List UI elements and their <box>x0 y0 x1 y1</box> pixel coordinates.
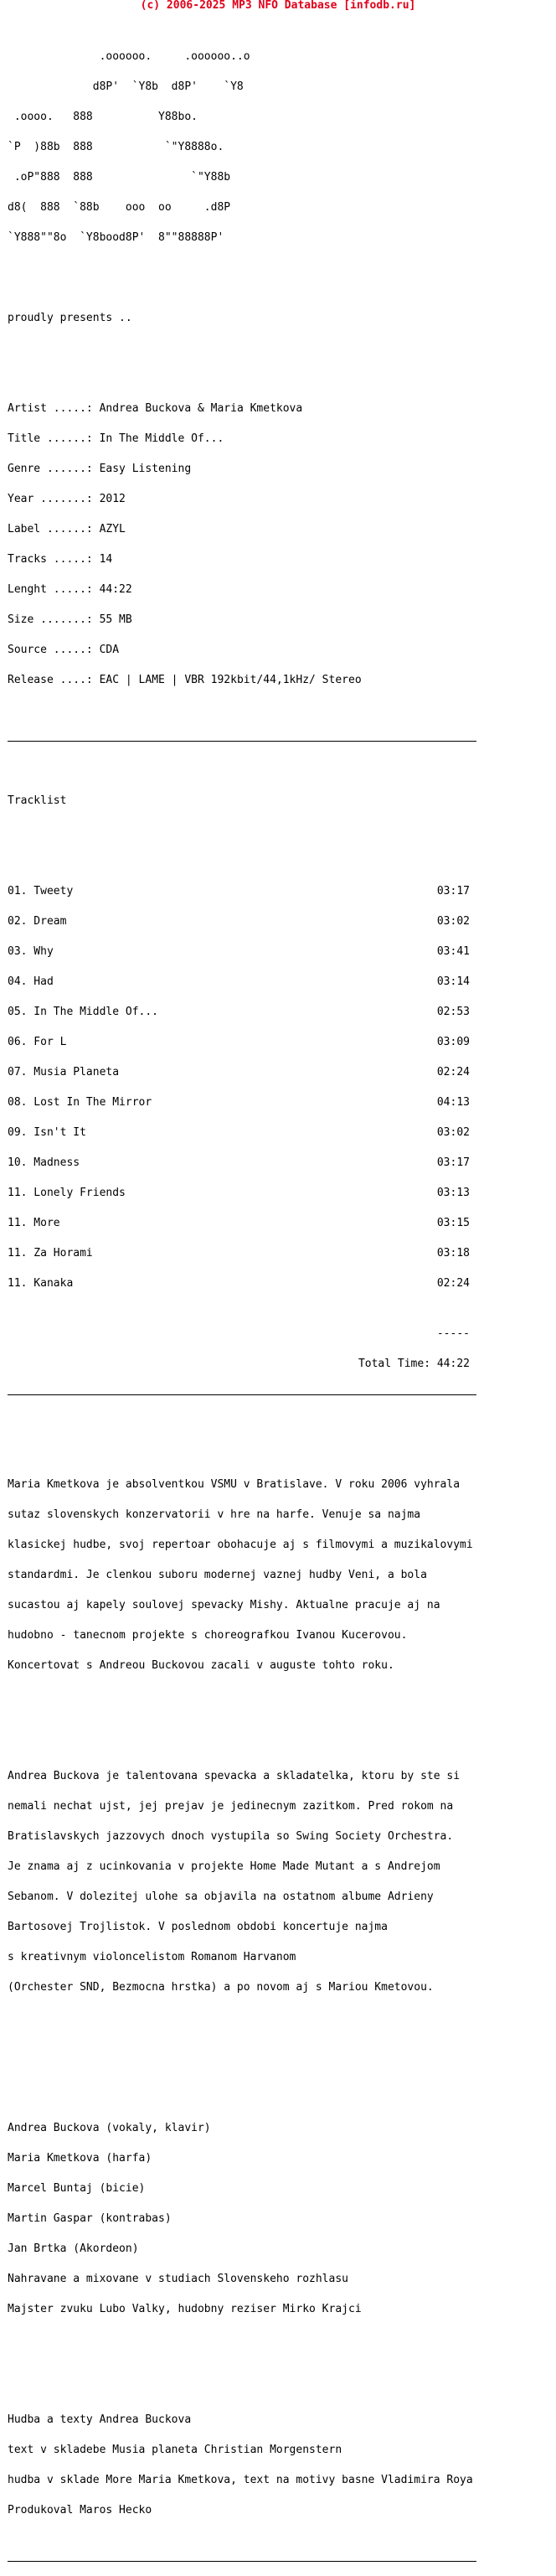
paragraph-line: hudobno - tanecnom projekte s choreografkou Ivanou Kucerovou. <box>8 1629 408 1642</box>
track-time: 03:15 <box>436 1217 470 1229</box>
ascii-logo-line: `Y888""8o `Y8bood8P' 8""88888P' <box>8 231 224 244</box>
credit-line: Maria Kmetkova (harfa) <box>8 2152 152 2165</box>
paragraph-line: s kreativnym violoncelistom Romanom Harvanom <box>8 1951 296 1963</box>
paragraph-line: Je znama aj z ucinkovania v projekte Home Made Mutant a s Andrejom <box>8 1860 440 1873</box>
ascii-logo-line: `P )88b 888 `"Y8888o. <box>8 141 224 153</box>
track-title: 07. Musia Planeta <box>8 1066 120 1079</box>
ascii-logo-line: d8( 888 `88b ooo oo .d8P <box>8 201 231 214</box>
info-value: CDA <box>99 644 120 656</box>
credit-line: Hudba a texty Andrea Buckova <box>8 2413 192 2426</box>
spacer <box>8 283 552 293</box>
total-separator: ----- <box>436 1327 470 1340</box>
spacer <box>8 1420 552 1430</box>
track-row <box>8 1218 470 1229</box>
credit-line: Majster zvuku Lubo Valky, hudobny reziser Mirko Krajci <box>8 2303 362 2315</box>
credit-line: Andrea Buckova (vokaly, klavir) <box>8 2122 211 2134</box>
presents-line: proudly presents .. <box>8 312 132 324</box>
info-label: Size .......: <box>8 613 100 626</box>
track-time: 02:24 <box>436 1066 470 1079</box>
info-label: Year .......: <box>8 493 100 505</box>
info-row-label <box>8 525 552 535</box>
track-row <box>8 1007 470 1017</box>
info-value: 2012 <box>99 493 126 505</box>
track-time: 02:24 <box>436 1277 470 1290</box>
track-row <box>8 947 470 957</box>
info-value: 14 <box>99 553 113 566</box>
track-time: 03:02 <box>436 1126 470 1139</box>
ascii-logo <box>8 32 552 263</box>
track-time: 04:13 <box>436 1096 470 1109</box>
track-title: 01. Tweety <box>8 885 74 897</box>
credit-line: hudba v sklade More Maria Kmetkova, text na motivy basne Vladimira Roya <box>8 2474 473 2486</box>
release-info <box>8 384 552 706</box>
track-title: 08. Lost In The Mirror <box>8 1096 152 1109</box>
paragraph-line: Bratislavskych jazzovych dnoch vystupila so Swing Society Orchestra. <box>8 1830 454 1843</box>
track-time: 02:53 <box>436 1006 470 1018</box>
credit-line: Jan Brtka (Akordeon) <box>8 2242 139 2255</box>
paragraph-line: Koncertovat s Andreou Buckovou zacali v auguste tohto roku. <box>8 1659 394 1672</box>
spacer <box>8 1711 552 1721</box>
info-row-title <box>8 434 552 444</box>
track-time: 03:17 <box>436 1156 470 1169</box>
paragraph-line: Sebanom. V dolezitej ulohe sa objavila na ostatnom albume Adrieny <box>8 1891 434 1903</box>
track-title: 06. For L <box>8 1036 67 1048</box>
spacer <box>8 2033 552 2043</box>
credits <box>8 2103 552 2335</box>
track-row <box>8 1128 470 1138</box>
info-label: Lenght .....: <box>8 583 100 596</box>
info-value: 44:22 <box>99 583 132 596</box>
info-label: Release ....: <box>8 674 100 686</box>
track-time: 03:02 <box>436 915 470 928</box>
credit-line: Martin Gaspar (kontrabas) <box>8 2212 172 2225</box>
info-label: Genre ......: <box>8 463 100 475</box>
track-time: 03:14 <box>436 975 470 988</box>
tracklist-heading: Tracklist <box>8 794 67 807</box>
paragraph-line: Andrea Buckova je talentovana spevacka a skladatelka, ktoru by ste si <box>8 1770 461 1782</box>
info-value: EAC | LAME | VBR 192kbit/44,1kHz/ Stereo <box>99 674 362 686</box>
paragraph-line: sucastou aj kapely soulovej spevacky Mishy. Aktualne pracuje aj na <box>8 1599 440 1611</box>
track-title: 11. Za Horami <box>8 1247 93 1260</box>
track-time: 03:17 <box>436 885 470 897</box>
info-value: In The Middle Of... <box>99 432 224 445</box>
info-label: Title ......: <box>8 432 100 445</box>
track-title: 04. Had <box>8 975 54 988</box>
paragraph-line: standardmi. Je clenkou suboru modernej vaznej hudby Veni, a bola <box>8 1569 427 1581</box>
info-label: Label ......: <box>8 523 100 535</box>
info-value: 55 MB <box>99 613 132 626</box>
divider <box>8 2556 552 2566</box>
track-row <box>8 1188 470 1198</box>
track-time: 03:41 <box>436 945 470 958</box>
track-title: 03. Why <box>8 945 54 958</box>
track-row <box>8 1158 470 1168</box>
divider <box>8 1389 552 1399</box>
track-title: 10. Madness <box>8 1156 80 1169</box>
credits-music <box>8 2395 552 2536</box>
divider <box>8 736 552 746</box>
info-row-year <box>8 494 552 504</box>
spacer <box>8 2063 552 2073</box>
track-time: 03:18 <box>436 1247 470 1260</box>
info-value: Easy Listening <box>99 463 192 475</box>
info-label: Source .....: <box>8 644 100 656</box>
paragraph-line: Maria Kmetkova je absolventkou VSMU v Bratislave. V roku 2006 vyhrala <box>8 1478 461 1491</box>
track-title: 11. More <box>8 1217 60 1229</box>
info-row-length <box>8 585 552 595</box>
paragraph-line: (Orchester SND, Bezmocna hrstka) a po novom aj s Mariou Kmetovou. <box>8 1981 434 1994</box>
spacer <box>8 344 552 354</box>
track-row <box>8 887 470 897</box>
track-row <box>8 1068 470 1078</box>
description-maria <box>8 1460 552 1691</box>
track-title: 11. Kanaka <box>8 1277 74 1290</box>
info-label: Artist .....: <box>8 402 100 415</box>
paragraph-line: nemali nechat ujst, jej prejav je jedinecnym zazitkom. Pred rokom na <box>8 1800 454 1813</box>
ascii-logo-line: d8P' `Y8b d8P' `Y8 <box>8 80 244 93</box>
track-row <box>8 1098 470 1108</box>
paragraph-line: Bartosovej Trojlistok. V poslednom obdobi koncertuje najma <box>8 1921 388 1933</box>
info-row-release <box>8 675 552 685</box>
track-time: 03:13 <box>436 1187 470 1199</box>
credit-line: Produkoval Maros Hecko <box>8 2504 152 2517</box>
track-row <box>8 917 470 927</box>
spacer <box>8 826 552 836</box>
ascii-logo-line: .oooooo. .oooooo..o <box>8 50 250 63</box>
description-andrea <box>8 1751 552 2013</box>
tracklist <box>8 866 552 1309</box>
track-row <box>8 1279 470 1289</box>
paragraph-line: sutaz slovenskych konzervatorii v hre na harfe. Venuje sa najma <box>8 1508 421 1521</box>
info-label: Tracks .....: <box>8 553 100 566</box>
info-row-genre <box>8 464 552 474</box>
info-row-tracks <box>8 555 552 565</box>
track-title: 02. Dream <box>8 915 67 928</box>
track-row <box>8 1249 470 1259</box>
info-row-size <box>8 615 552 625</box>
paragraph-line: klasickej hudbe, svoj repertoar obohacuje aj s filmovymi a muzikalovymi <box>8 1539 473 1551</box>
credit-line: Nahravane a mixovane v studiach Slovenskeho rozhlasu <box>8 2273 348 2285</box>
track-time: 03:09 <box>436 1036 470 1048</box>
info-row-source <box>8 645 552 655</box>
ascii-logo-line: .oooo. 888 Y88bo. <box>8 111 198 123</box>
credit-line: Marcel Buntaj (bicie) <box>8 2182 146 2195</box>
track-title: 11. Lonely Friends <box>8 1187 126 1199</box>
track-title: 09. Isn't It <box>8 1126 86 1139</box>
ascii-logo-line: .oP"888 888 `"Y88b <box>8 171 231 184</box>
nfo-document <box>8 12 552 2576</box>
info-row-artist <box>8 404 552 414</box>
info-value: AZYL <box>99 523 126 535</box>
site-header-link[interactable]: (c) 2006-2025 MP3 NFO Database [infodb.ru] <box>140 0 416 12</box>
credit-line: text v skladebe Musia planeta Christian Morgenstern <box>8 2444 342 2456</box>
spacer <box>8 2355 552 2365</box>
track-title: 05. In The Middle Of... <box>8 1006 159 1018</box>
track-row <box>8 977 470 987</box>
total-time: Total Time: 44:22 <box>358 1358 470 1370</box>
spacer <box>8 766 552 776</box>
track-row <box>8 1037 470 1047</box>
info-value: Andrea Buckova & Maria Kmetkova <box>99 402 303 415</box>
